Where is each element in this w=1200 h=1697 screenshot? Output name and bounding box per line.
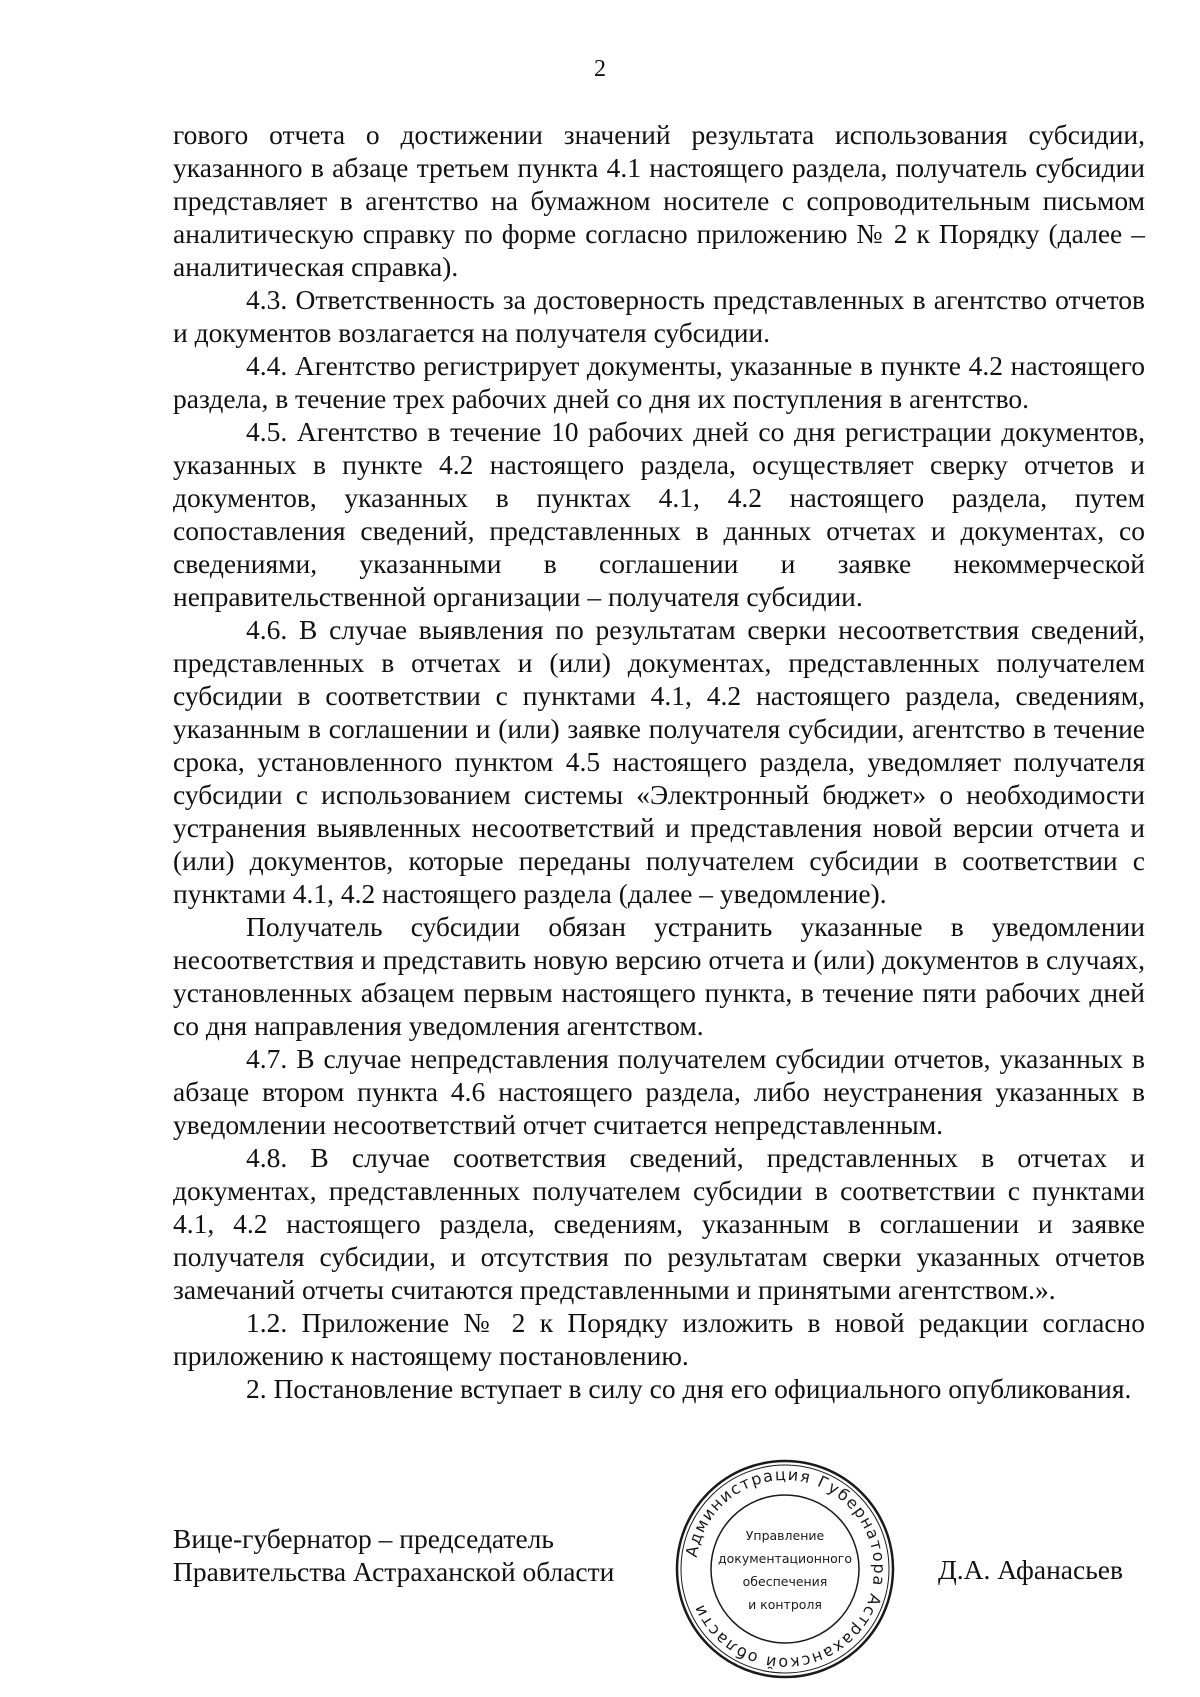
signatory-name: Д.А. Афанасьев — [938, 1554, 1123, 1585]
seal-inner-line-2: документационного — [718, 1551, 852, 1566]
document-body — [173, 118, 1145, 1405]
paragraph-4-6-second: Получатель субсидии обязан устранить указанные в уведомлении несоответствия и представить новую версию отчета и (или) документов в случаях, установленных абзацем первым настоящего пункта, в течение пяти рабочих дней со дня направления уведомления агентством. — [173, 911, 1145, 1041]
paragraph-2: 2. Постановление вступает в силу со дня его официального опубликования. — [246, 1373, 1132, 1404]
seal-inner-line-1: Управление — [745, 1528, 825, 1543]
official-seal — [674, 1458, 896, 1680]
seal-inner-line-4: и контроля — [748, 1597, 822, 1612]
paragraph-4-4: 4.4. Агентство регистрирует документы, указанные в пункте 4.2 настоящего раздела, в течение трех рабочих дней со дня их поступления в агентство. — [173, 350, 1145, 414]
signatory-position — [173, 1522, 614, 1588]
paragraph-4-3: 4.3. Ответственность за достоверность представленных в агентство отчетов и документов возлагается на получателя субсидии. — [173, 284, 1145, 348]
paragraph-4-8: 4.8. В случае соответствия сведений, представленных в отчетах и документах, представленных получателем субсидии в соответствии с пунктами 4.1, 4.2 настоящего раздела, сведениям, указанным в соглашении и заявке получателя субсидии, и отсутствия по результатам сверки указанных отчетов замечаний отчеты считаются представленными и принятыми агентством.». — [173, 1142, 1145, 1305]
paragraph-1-2: 1.2. Приложение № 2 к Порядку изложить в новой редакции согласно приложению к настоящему постановлению. — [173, 1307, 1145, 1371]
signatory-position-line1: Вице-губернатор – председатель — [173, 1523, 554, 1554]
paragraph-continuation: гового отчета о достижении значений результата использования субсидии, указанного в абзаце третьем пункта 4.1 настоящего раздела, получатель субсидии представляет в агентство на бумажном носителе с сопроводительным письмом аналитическую справку по форме согласно приложению № 2 к Порядку (далее – аналитическая справка). — [173, 119, 1145, 282]
paragraph-4-6: 4.6. В случае выявления по результатам сверки несоответствия сведений, представленных в отчетах и (или) документах, представленных получателем субсидии в соответствии с пунктами 4.1, 4.2 настоящего раздела, сведениям, указанным в соглашении и (или) заявке получателя субсидии, агентство в течение срока, установленного пунктом 4.5 настоящего раздела, уведомляет получателя субсидии с использованием системы «Электронный бюджет» о необходимости устранения выявленных несоответствий и представления новой версии отчета и (или) документов, которые переданы получателем субсидии в соответствии с пунктами 4.1, 4.2 настоящего раздела (далее – уведомление). — [173, 614, 1145, 909]
paragraph-4-5: 4.5. Агентство в течение 10 рабочих дней со дня регистрации документов, указанных в пункте 4.2 настоящего раздела, осуществляет сверку отчетов и документов, указанных в пунктах 4.1, 4.2 настоящего раздела, путем сопоставления сведений, представленных в данных отчетах и документах, со сведениями, указанными в соглашении и заявке некоммерческой неправительственной организации – получателя субсидии. — [173, 416, 1145, 612]
seal-inner-ring — [711, 1495, 859, 1643]
page-number: 2 — [594, 56, 606, 82]
seal-inner-line-3: обеспечения — [742, 1574, 828, 1589]
signatory-position-line2: Правительства Астраханской области — [173, 1556, 615, 1587]
paragraph-4-7: 4.7. В случае непредставления получателем субсидии отчетов, указанных в абзаце втором пункта 4.6 настоящего раздела, либо неустранения указанных в уведомлении несоответствий отчет считается непредставленным. — [173, 1043, 1145, 1140]
seal-outer-ring — [677, 1461, 893, 1677]
seal-outer-text: Администрация Губернатора Астраханской области — [681, 1464, 890, 1674]
